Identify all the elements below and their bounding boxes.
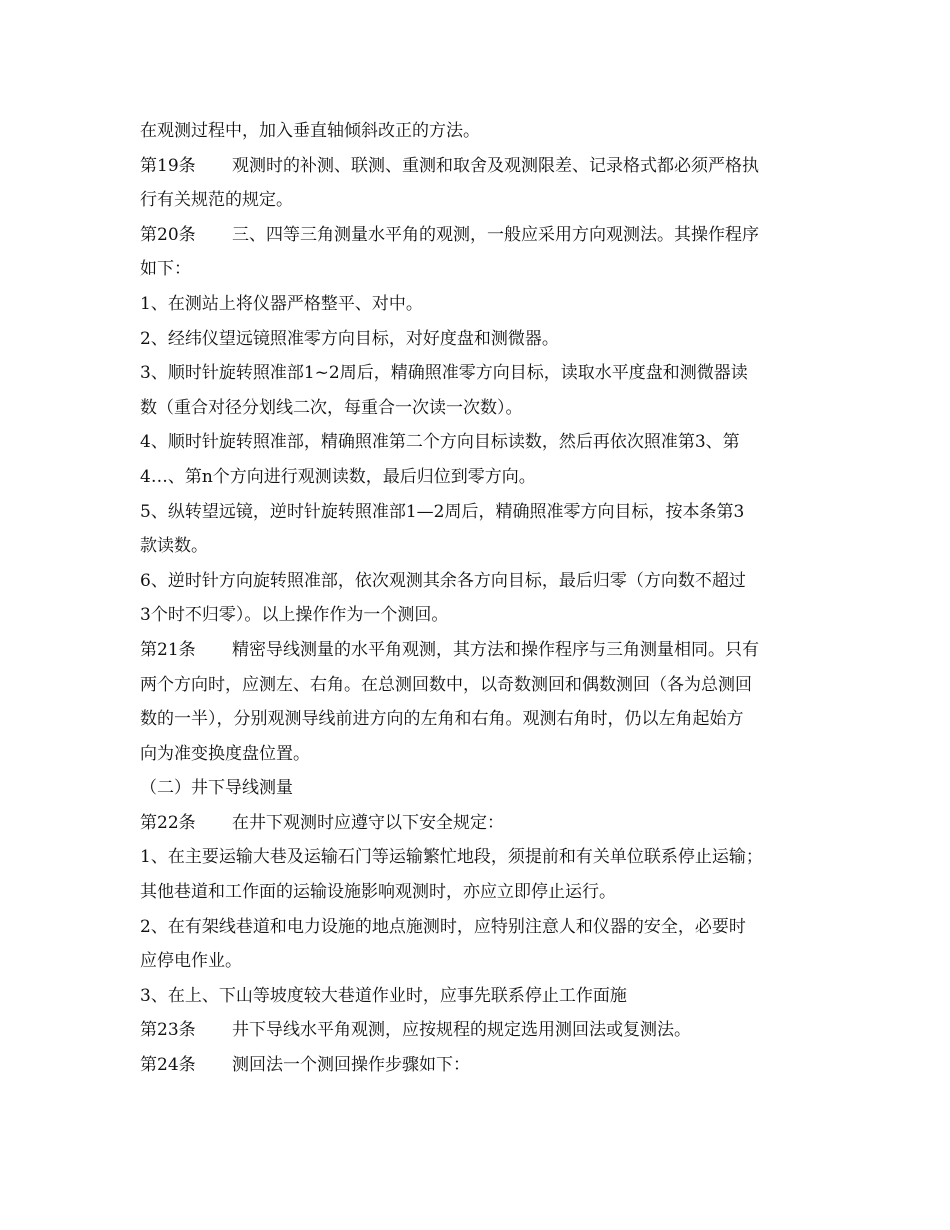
- article-line: [140, 218, 820, 253]
- article-line: [140, 806, 820, 841]
- article-number: 第24条: [140, 1055, 196, 1076]
- article-text: 三、四等三角测量水平角的观测，一般应采用方向观测法。其操作程序: [232, 224, 759, 245]
- article-number: 第19条: [140, 155, 196, 176]
- text-line: 6、逆时针方向旋转照准部，依次观测其余各方向目标，最后归零（方向数不超过: [140, 570, 746, 591]
- text-line: 行有关规范的规定。: [140, 190, 293, 211]
- article-text: 井下导线水平角观测，应按规程的规定选用测回法或复测法。: [232, 1020, 691, 1041]
- article-line: [140, 149, 820, 184]
- text-line: 4、顺时针旋转照准部，精确照准第二个方向目标读数，然后再依次照准第3、第: [140, 432, 740, 453]
- text-line: 3、在上、下山等坡度较大巷道作业时，应事先联系停止工作面施: [140, 985, 627, 1006]
- article-line: [140, 633, 820, 668]
- text-line: 如下：: [140, 259, 191, 280]
- text-line: 2、在有架线巷道和电力设施的地点施测时，应特别注意人和仪器的安全，必要时: [140, 916, 746, 937]
- article-line: [140, 1013, 820, 1048]
- article-text: 在井下观测时应遵守以下安全规定：: [232, 812, 504, 833]
- text-line: 应停电作业。: [140, 951, 242, 972]
- article-number: 第23条: [140, 1020, 196, 1041]
- text-line: 在观测过程中，加入垂直轴倾斜改正的方法。: [140, 121, 480, 141]
- article-number: 第22条: [140, 812, 196, 833]
- text-line: 3个时不归零）。以上操作作为一个测回。: [140, 605, 449, 626]
- text-lines: [140, 114, 820, 1083]
- article-text: 测回法一个测回操作步骤如下：: [232, 1055, 470, 1076]
- text-line: 数的一半），分别观测导线前进方向的左角和右角。观测右角时，仍以左角起始方: [140, 709, 744, 730]
- text-line: 4…、第n个方向进行观测读数，最后归位到零方向。: [140, 466, 536, 487]
- document-body: [140, 114, 820, 1083]
- text-line: 两个方向时，应测左、右角。在总测回数中，以奇数测回和偶数测回（各为总测回: [140, 674, 752, 695]
- article-line: [140, 1048, 820, 1083]
- article-number: 第20条: [140, 224, 196, 245]
- text-line: 1、在主要运输大巷及运输石门等运输繁忙地段，须提前和有关单位联系停止运输；: [140, 847, 763, 868]
- article-number: 第21条: [140, 639, 196, 660]
- text-line: 款读数。: [140, 536, 208, 557]
- text-line: （二）井下导线测量: [140, 778, 293, 799]
- text-line: 向为准变换度盘位置。: [140, 743, 310, 764]
- text-line: 5、纵转望远镜，逆时针旋转照准部1—2周后，精确照准零方向目标，按本条第3: [140, 501, 745, 522]
- text-line: 2、经纬仪望远镜照准零方向目标，对好度盘和测微器。: [140, 328, 559, 349]
- article-text: 观测时的补测、联测、重测和取舍及观测限差、记录格式都必须严格执: [232, 155, 759, 176]
- text-line: 其他巷道和工作面的运输设施影响观测时，亦应立即停止运行。: [140, 882, 616, 903]
- text-line: 1、在测站上将仪器严格整平、对中。: [140, 293, 423, 314]
- text-line: 3、顺时针旋转照准部1~2周后，精确照准零方向目标，读取水平度盘和测微器读: [140, 363, 748, 384]
- text-line: 数（重合对径分划线二次，每重合一次读一次数）。: [140, 397, 523, 418]
- article-text: 精密导线测量的水平角观测，其方法和操作程序与三角测量相同。只有: [232, 639, 759, 660]
